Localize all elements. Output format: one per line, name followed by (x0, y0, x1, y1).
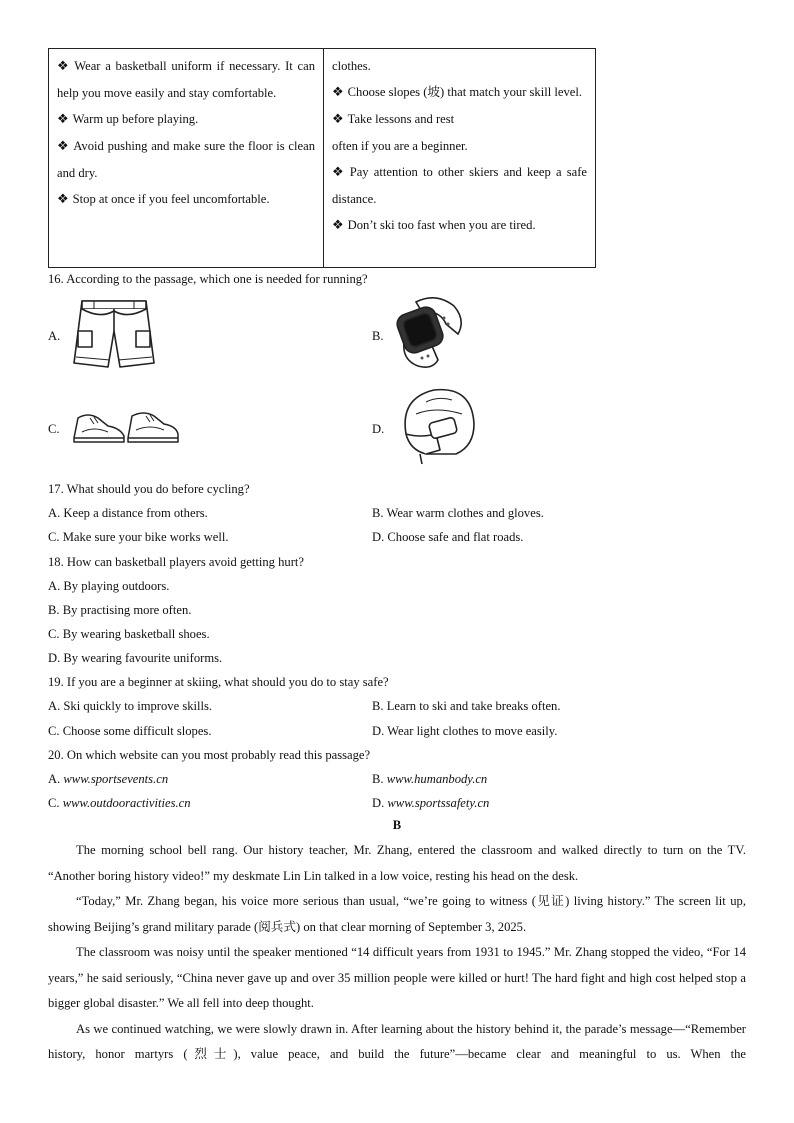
option-c[interactable]: C. By wearing basketball shoes. (48, 627, 210, 641)
option-b[interactable]: B. Wear warm clothes and gloves. (372, 506, 544, 520)
tip-item: ❖ Avoid pushing and make sure the floor is clean and dry. (57, 139, 316, 180)
option-d[interactable]: D. www.sportssafety.cn (372, 796, 490, 810)
tip-item: ❖ Stop at once if you feel uncomfortable. (57, 192, 270, 207)
bullet-diamond-icon: ❖ (332, 112, 344, 127)
tip-item: ❖ Pay attention to other skiers and keep a safe distance. (332, 165, 587, 206)
option-b[interactable]: B. By practising more often. (48, 603, 192, 617)
sneakers-icon (72, 404, 180, 448)
tip-item: ❖ Wear a basketball uniform if necessary. It can help you move easily and stay comfortable. (57, 59, 316, 100)
bullet-diamond-icon: ❖ (57, 112, 69, 127)
question-17: 17. What should you do before cycling? (48, 482, 250, 496)
paragraph: As we continued watching, we were slowly drawn in. After learning about the history behind it, the parade’s message—“Remember history, honor martyrs (烈士), value peace, and build the future”—became clear and meaningful to us. When the (48, 1021, 746, 1061)
tip-item: ❖ Choose slopes (坡) that match your skill level. (332, 85, 582, 100)
passage-b (48, 838, 746, 1068)
option-b[interactable]: B. www.humanbody.cn (372, 772, 488, 786)
option-b-label[interactable]: B. (372, 329, 384, 343)
option-a[interactable]: A. www.sportsevents.cn (48, 772, 169, 786)
option-d[interactable]: D. Choose safe and flat roads. (372, 530, 524, 544)
option-c[interactable]: C. www.outdooractivities.cn (48, 796, 191, 810)
section-heading: B (392, 818, 402, 832)
skiing-tips-column (324, 49, 595, 267)
bullet-diamond-icon: ❖ (332, 85, 344, 100)
paragraph: The morning school bell rang. Our history teacher, Mr. Zhang, entered the classroom and walked directly to turn on the TV. “Another boring history video!” my deskmate Lin Lin talked in a low voice, resting his head on the desk. (48, 843, 746, 883)
question-19: 19. If you are a beginner at skiing, what should you do to stay safe? (48, 675, 389, 689)
option-c[interactable]: C. Make sure your bike works well. (48, 530, 229, 544)
bullet-diamond-icon: ❖ (332, 165, 346, 180)
option-a[interactable]: A. Ski quickly to improve skills. (48, 699, 213, 713)
basketball-tips-column (49, 49, 324, 267)
paragraph: The classroom was noisy until the speaker mentioned “14 difficult years from 1931 to 1945.” Mr. Zhang stopped the video, “For 14 years,” he said seriously, “China never gave up and over 35 million people were killed or hurt! The hard fight and high cost helped stop a bigger global disaster.” We all fell into deep thought. (48, 945, 746, 1010)
question-16: 16. According to the passage, which one is needed for running? (48, 272, 368, 286)
bullet-diamond-icon: ❖ (57, 59, 71, 74)
option-a[interactable]: A. Keep a distance from others. (48, 506, 208, 520)
bullet-diamond-icon: ❖ (57, 192, 69, 207)
tip-continuation: clothes. (332, 59, 371, 73)
tip-item: ❖ Warm up before playing. (57, 112, 199, 127)
option-d[interactable]: D. Wear light clothes to move easily. (372, 724, 558, 738)
safety-tips-table (48, 48, 596, 268)
question-20: 20. On which website can you most probably read this passage? (48, 748, 371, 762)
smartwatch-icon (392, 294, 466, 370)
option-c-label[interactable]: C. (48, 422, 60, 436)
option-d-label[interactable]: D. (372, 422, 385, 436)
option-d[interactable]: D. By wearing favourite uniforms. (48, 651, 223, 665)
option-a[interactable]: A. By playing outdoors. (48, 579, 170, 593)
helmet-icon (396, 384, 478, 468)
shorts-icon (70, 297, 158, 373)
tip-item: ❖ Take lessons and rest often if you are a beginner. (332, 112, 468, 153)
option-c[interactable]: C. Choose some difficult slopes. (48, 724, 212, 738)
question-18: 18. How can basketball players avoid getting hurt? (48, 555, 305, 569)
tip-item: ❖ Don’t ski too fast when you are tired. (332, 218, 536, 233)
option-a-label[interactable]: A. (48, 329, 61, 343)
bullet-diamond-icon: ❖ (332, 218, 344, 233)
option-b[interactable]: B. Learn to ski and take breaks often. (372, 699, 561, 713)
paragraph: “Today,” Mr. Zhang began, his voice more serious than usual, “we’re going to witness (见证) living history.” The screen lit up, showing Beijing’s grand military parade (阅兵式) on that clear morning of September 3, 2025. (48, 894, 746, 934)
bullet-diamond-icon: ❖ (57, 139, 70, 154)
